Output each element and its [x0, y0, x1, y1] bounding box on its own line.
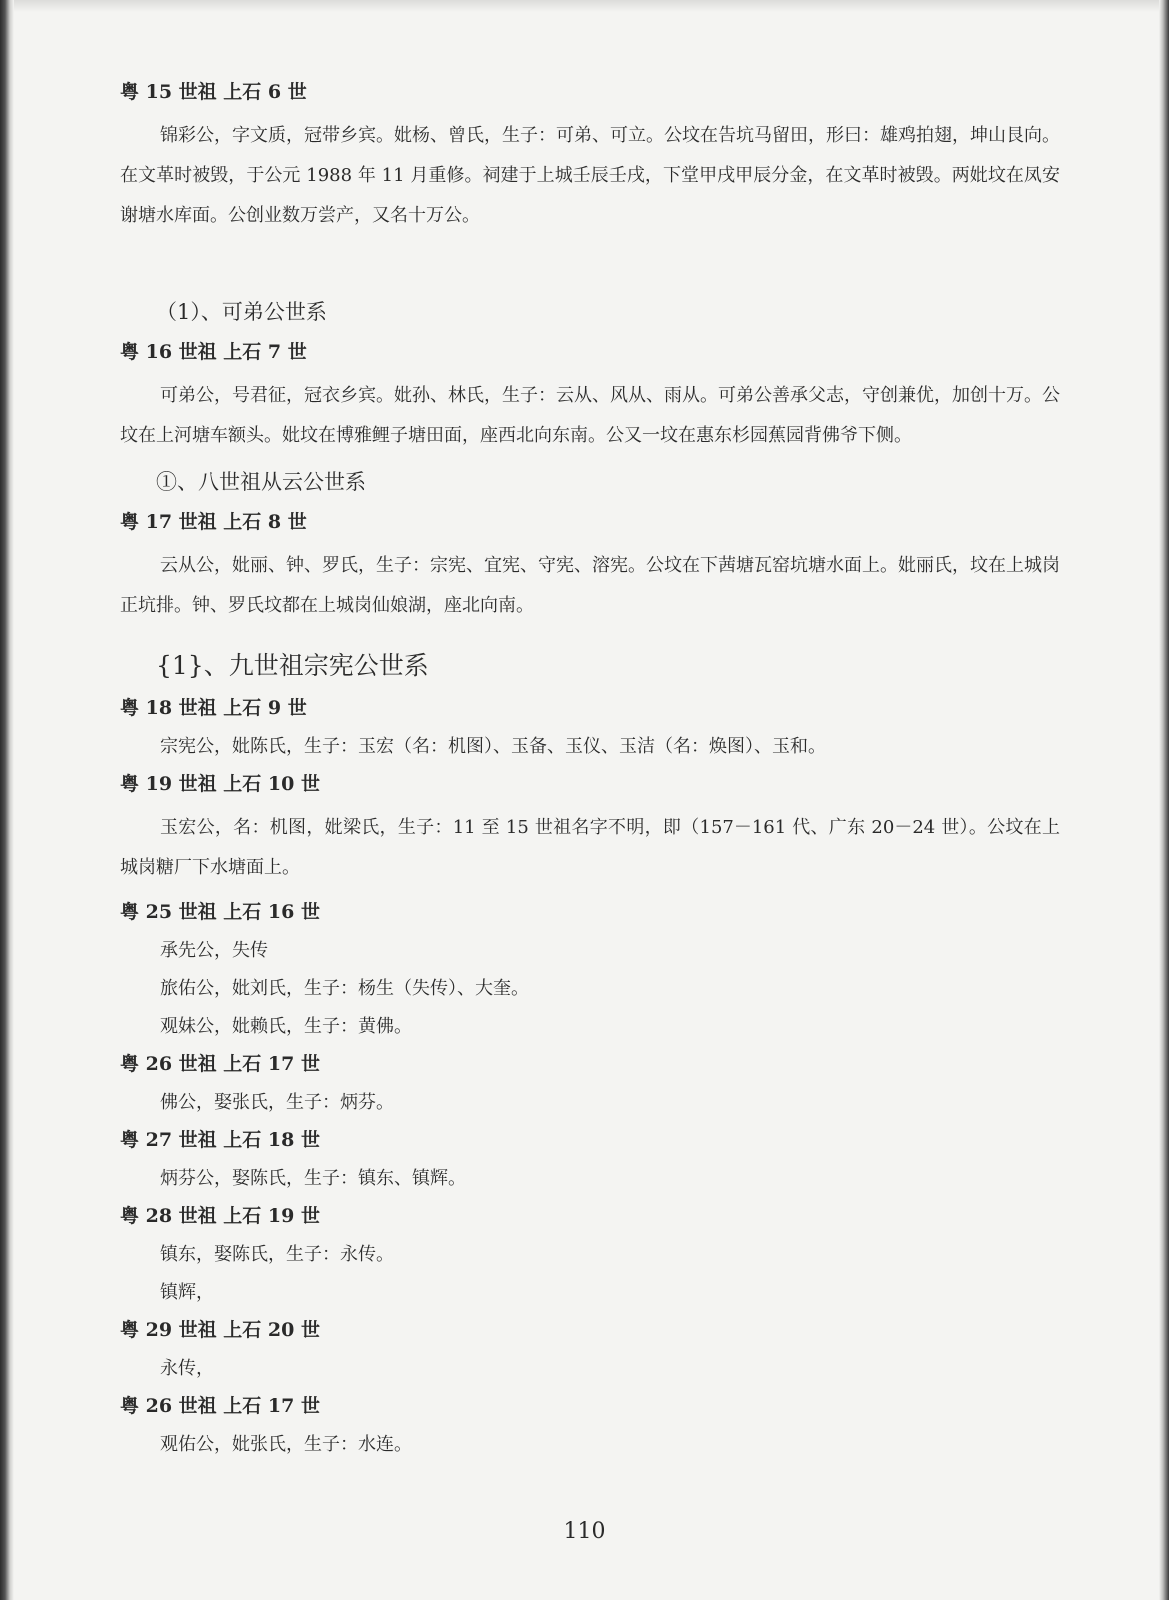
biography-line: 永传，	[160, 1358, 214, 1379]
generation-heading: 粤 25 世祖 上石 16 世	[120, 901, 320, 923]
biography-paragraph: 云从公，妣丽、钟、罗氏，生子：宗宪、宜宪、守宪、溶宪。公坟在下茜塘瓦窑坑塘水面上。妣丽氏，坟在上城岗正坑排。钟、罗氏坟都在上城岗仙娘湖，座北向南。	[120, 555, 1060, 616]
biography-paragraph: 锦彩公，字文质，冠带乡宾。妣杨、曾氏，生子：可弟、可立。公坟在告坑马留田，形曰：雄鸡拍翅，坤山艮向。在文革时被毁，于公元 1988 年 11 月重修。祠建于上城壬辰壬戌，下堂甲戌甲辰分金，在文革时被毁。两妣坟在凤安谢塘水库面。公创业数万尝产，又名十万公。	[120, 125, 1060, 226]
spacer	[120, 246, 1060, 276]
biography-line: 镇东，娶陈氏，生子：永传。	[160, 1244, 394, 1265]
generation-heading: 粤 16 世祖 上石 7 世	[120, 341, 307, 363]
biography-line: 炳芬公，娶陈氏，生子：镇东、镇辉。	[160, 1168, 466, 1189]
lineage-section-heading-large: {1}、九世祖宗宪公世系	[156, 651, 429, 680]
scan-right-edge	[1159, 0, 1169, 1600]
biography-line: 旅佑公，妣刘氏，生子：杨生（失传）、大奎。	[160, 978, 529, 999]
biography-line: 承先公，失传	[160, 940, 268, 961]
generation-heading: 粤 26 世祖 上石 17 世	[120, 1053, 320, 1075]
generation-heading: 粤 19 世祖 上石 10 世	[120, 773, 320, 795]
generation-heading: 粤 28 世祖 上石 19 世	[120, 1205, 320, 1227]
biography-line: 镇辉，	[160, 1282, 214, 1303]
biography-line: 观佑公，妣张氏，生子：水连。	[160, 1434, 412, 1455]
scan-top-shadow	[0, 0, 1169, 12]
generation-heading: 粤 15 世祖 上石 6 世	[120, 81, 307, 103]
biography-paragraph: 可弟公，号君征，冠衣乡宾。妣孙、林氏，生子：云从、风从、雨从。可弟公善承父志，守创兼优，加创十万。公坟在上河塘车额头。妣坟在博雅鲤子塘田面，座西北向东南。公又一坟在惠东杉园蕉园背佛爷下侧。	[120, 385, 1060, 446]
biography-line: 宗宪公，妣陈氏，生子：玉宏（名：机图）、玉备、玉仪、玉洁（名：焕图）、玉和。	[160, 736, 826, 757]
lineage-section-heading: ①、八世祖从云公世系	[156, 470, 366, 494]
biography-paragraph: 玉宏公，名：机图，妣梁氏，生子：11 至 15 世祖名字不明，即（157－161 代、广东 20－24 世）。公坟在上城岗糖厂下水塘面上。	[120, 817, 1060, 878]
scan-left-edge	[0, 0, 14, 1600]
biography-line: 佛公，娶张氏，生子：炳芬。	[160, 1092, 394, 1113]
generation-heading: 粤 18 世祖 上石 9 世	[120, 697, 307, 719]
lineage-section-heading: （1）、可弟公世系	[156, 300, 327, 324]
biography-line: 观妹公，妣赖氏，生子：黄佛。	[160, 1016, 412, 1037]
generation-heading: 粤 27 世祖 上石 18 世	[120, 1129, 320, 1151]
page-number: 110	[563, 1519, 606, 1544]
page-content	[120, 78, 1060, 1468]
generation-heading: 粤 26 世祖 上石 17 世	[120, 1395, 320, 1417]
generation-heading: 粤 17 世祖 上石 8 世	[120, 511, 307, 533]
generation-heading: 粤 29 世祖 上石 20 世	[120, 1319, 320, 1341]
